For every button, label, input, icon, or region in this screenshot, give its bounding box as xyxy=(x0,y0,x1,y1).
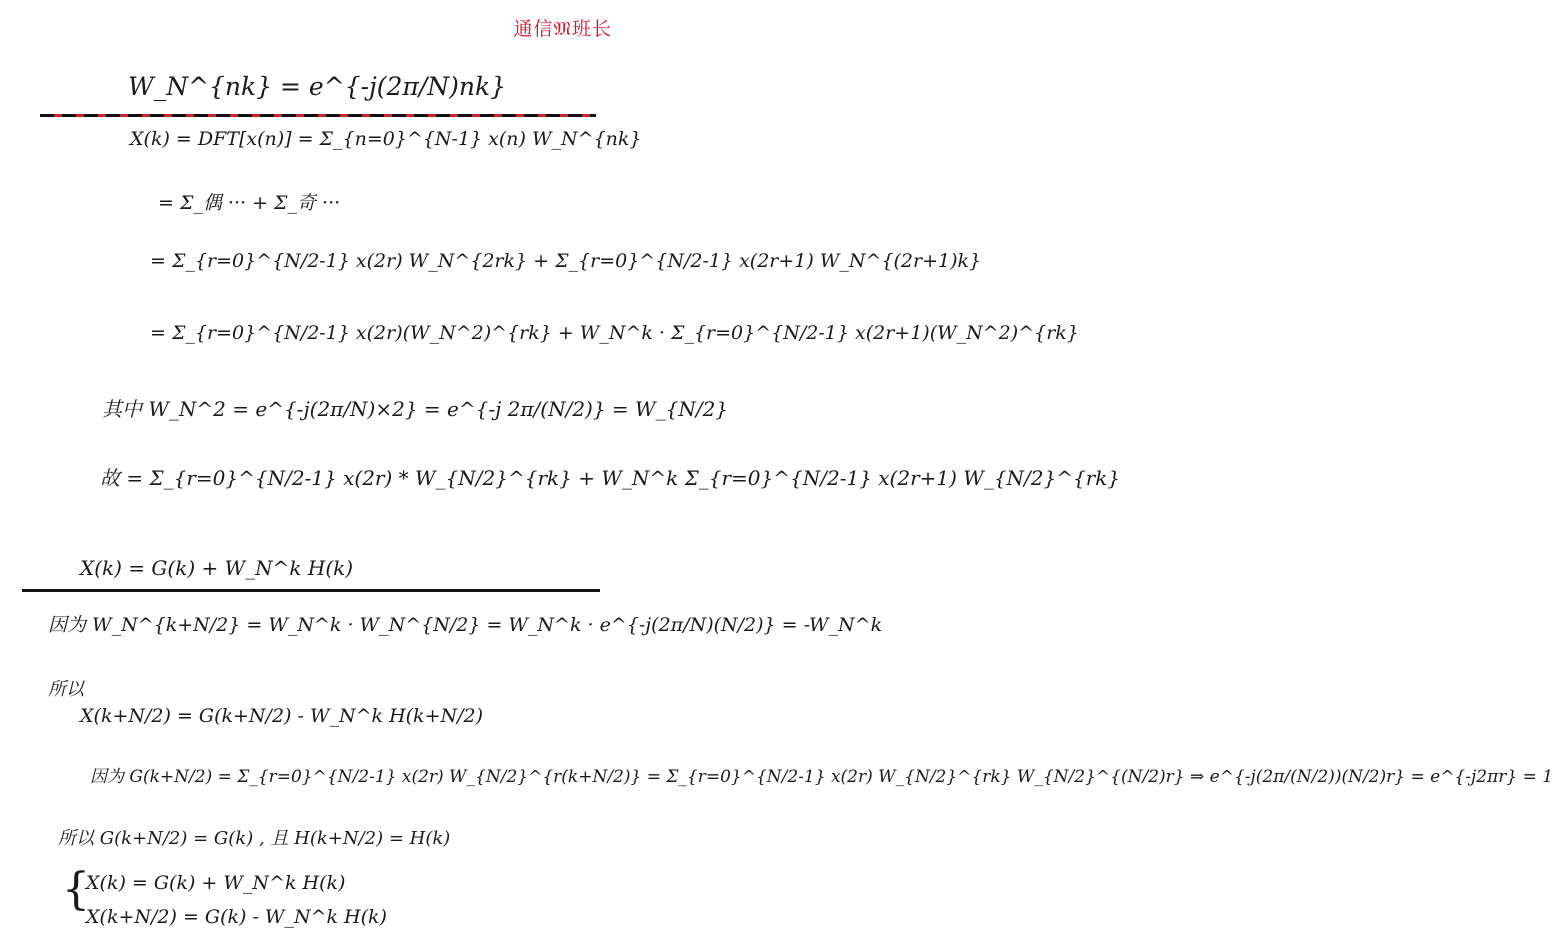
so-label: 所以 xyxy=(48,679,84,700)
because-identity: 因为 W_N^{k+N/2} = W_N^k · W_N^{N/2} = W_N^k · e^{-j(2π/N)(N/2)} = -W_N^k xyxy=(48,614,883,636)
dft-definition: X(k) = DFT[x(n)] = Σ_{n=0}^{N-1} x(n) W_N^{nk} xyxy=(130,128,642,150)
result-equation: X(k) = G(k) + W_N^k H(k) xyxy=(80,556,354,580)
system-second-equation: X(k+N/2) = G(k) - W_N^k H(k) xyxy=(86,906,387,928)
dashed-divider xyxy=(40,114,596,117)
split-sums: = Σ_{r=0}^{N/2-1} x(2r) W_N^{2rk} + Σ_{r=0}^{N/2-1} x(2r+1) W_N^{(2r+1)k} xyxy=(150,250,982,272)
so-equal-statement: 所以 G(k+N/2) = G(k) , 且 H(k+N/2) = H(k) xyxy=(58,828,451,849)
watermark-logo: 通信𝔐班长 xyxy=(513,18,612,40)
periodicity-derivation: 因为 G(k+N/2) = Σ_{r=0}^{N/2-1} x(2r) W_{N/2}^{r(k+N/2)} = Σ_{r=0}^{N/2-1} x(2r) W_{N/2}^{rk} W_{N/2}^{(N/2)r} ⇒ e^{-j(2π/(N/2))(N/2)r} = e^{-j2πr} = 1 xyxy=(90,767,1553,787)
second-half-equation: X(k+N/2) = G(k+N/2) - W_N^k H(k+N/2) xyxy=(80,705,484,727)
twiddle-definition: W_N^{nk} = e^{-j(2π/N)nk} xyxy=(128,72,507,101)
therefore-sums: 故 = Σ_{r=0}^{N/2-1} x(2r) * W_{N/2}^{rk} + W_N^k Σ_{r=0}^{N/2-1} x(2r+1) W_{N/2}^{rk} xyxy=(100,466,1121,490)
system-brace: { xyxy=(62,864,90,915)
split-even-odd: = Σ_偶 ··· + Σ_奇 ··· xyxy=(158,192,341,214)
factor-sums: = Σ_{r=0}^{N/2-1} x(2r)(W_N^2)^{rk} + W_N^k · Σ_{r=0}^{N/2-1} x(2r+1)(W_N^2)^{rk} xyxy=(150,322,1079,344)
solid-divider xyxy=(22,589,600,592)
where-identity: 其中 W_N^2 = e^{-j(2π/N)×2} = e^{-j 2π/(N/2)} = W_{N/2} xyxy=(102,397,729,421)
system-first-equation: X(k) = G(k) + W_N^k H(k) xyxy=(86,872,346,894)
